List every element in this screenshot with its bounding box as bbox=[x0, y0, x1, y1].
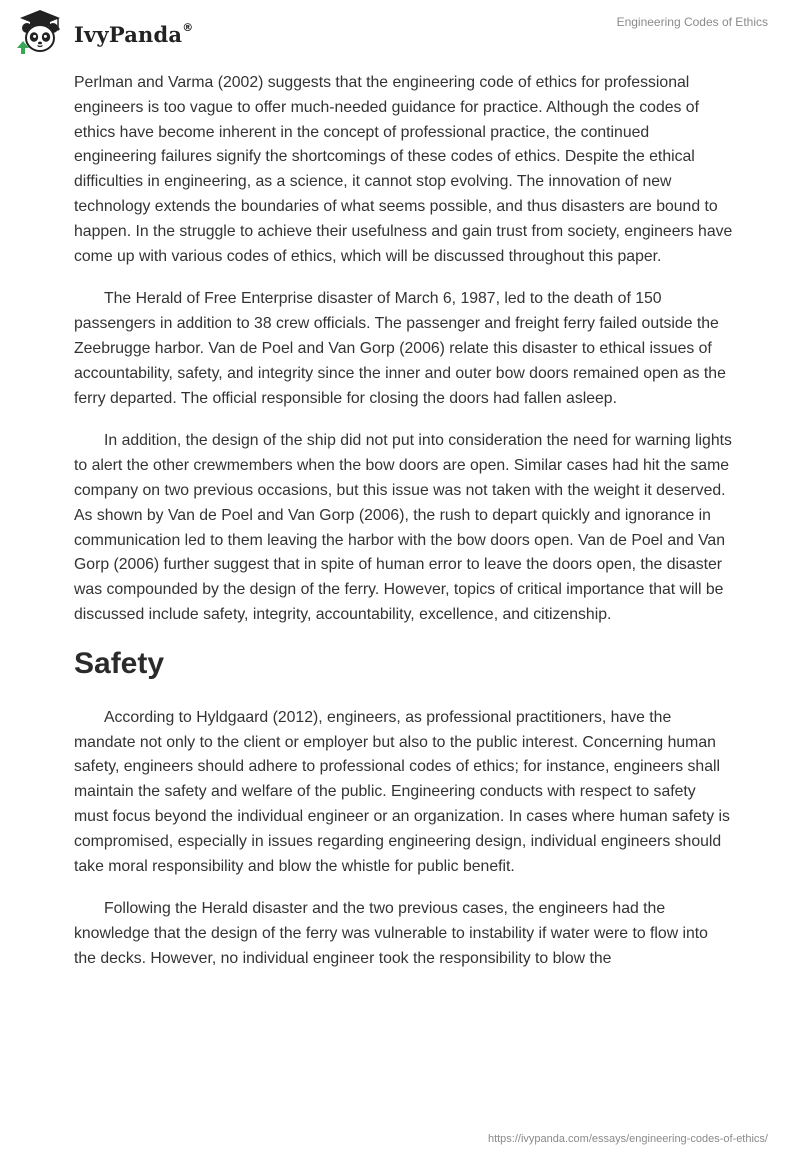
paragraph-safety-2: Following the Herald disaster and the two previous cases, the engineers had the knowledge that the design of the ferry was vulnerable to instability if water were to flow into the decks. However, no individual engineer took the responsibility to blow the bbox=[74, 900, 708, 967]
brand-name: IvyPanda® bbox=[74, 20, 194, 47]
paragraph-safety-1: According to Hyldgaard (2012), engineers, as professional practitioners, have the mandate not only to the client or employer but also to the public interest. Concerning human safety, engineers should adhere to professional codes of ethics; for instance, engineers shall maintain the safety and welfare of the public. Engineering conducts with respect to safety must focus beyond the individual engineer or an organization. In cases where human safety is compromised, especially in issues regarding engineering design, individual engineers should take moral responsibility and blow the whistle for public benefit. bbox=[74, 708, 730, 875]
footer-url[interactable]: https://ivypanda.com/essays/engineering-codes-of-ethics/ bbox=[487, 1133, 768, 1145]
brand-logo[interactable] bbox=[14, 8, 193, 56]
section-heading-safety: Safety bbox=[74, 646, 165, 680]
panda-graduate-logo-icon bbox=[14, 8, 66, 56]
document-title: Engineering Codes of Ethics bbox=[616, 15, 768, 29]
paragraph-intro-1: Perlman and Varma (2002) suggests that the engineering code of ethics for professional engineers is too vague to offer much-needed guidance for practice. Although the codes of ethics have become inherent in the concept of professional practice, the continued engineering failures signify the shortcomings of these codes of ethics. Despite the ethical difficulties in engineering, as a science, it cannot stop evolving. The innovation of new technology extends the boundaries of what seems possible, and thus disasters are bound to happen. In the struggle to achieve their usefulness and gain trust from society, engineers have come up with various codes of ethics, which will be discussed throughout this paper. bbox=[74, 74, 733, 265]
page-header bbox=[0, 0, 800, 60]
article-body bbox=[74, 71, 734, 990]
paragraph-intro-3: In addition, the design of the ship did not put into consideration the need for warning lights to alert the other crewmembers when the bow doors are open. Similar cases had hit the same company on two previous occasions, but this issue was not taken with the weight it deserved. As shown by Van de Poel and Van Gorp (2006), the rush to depart quickly and ignorance in communication led to them leaving the harbor with the bow doors open. Van de Poel and Van Gorp (2006) further suggest that in spite of human error to leave the doors open, the disaster was compounded by the design of the ferry. However, topics of critical importance that will be discussed include safety, integrity, accountability, excellence, and citizenship. bbox=[74, 432, 732, 623]
paragraph-intro-2: The Herald of Free Enterprise disaster of March 6, 1987, led to the death of 150 passengers in addition to 38 crew officials. The passenger and freight ferry failed outside the Zeebrugge harbor. Van de Poel and Van Gorp (2006) relate this disaster to ethical issues of accountability, safety, and integrity since the inner and outer bow doors remained open as the ferry departed. The official responsible for closing the doors had fallen asleep. bbox=[74, 290, 726, 407]
